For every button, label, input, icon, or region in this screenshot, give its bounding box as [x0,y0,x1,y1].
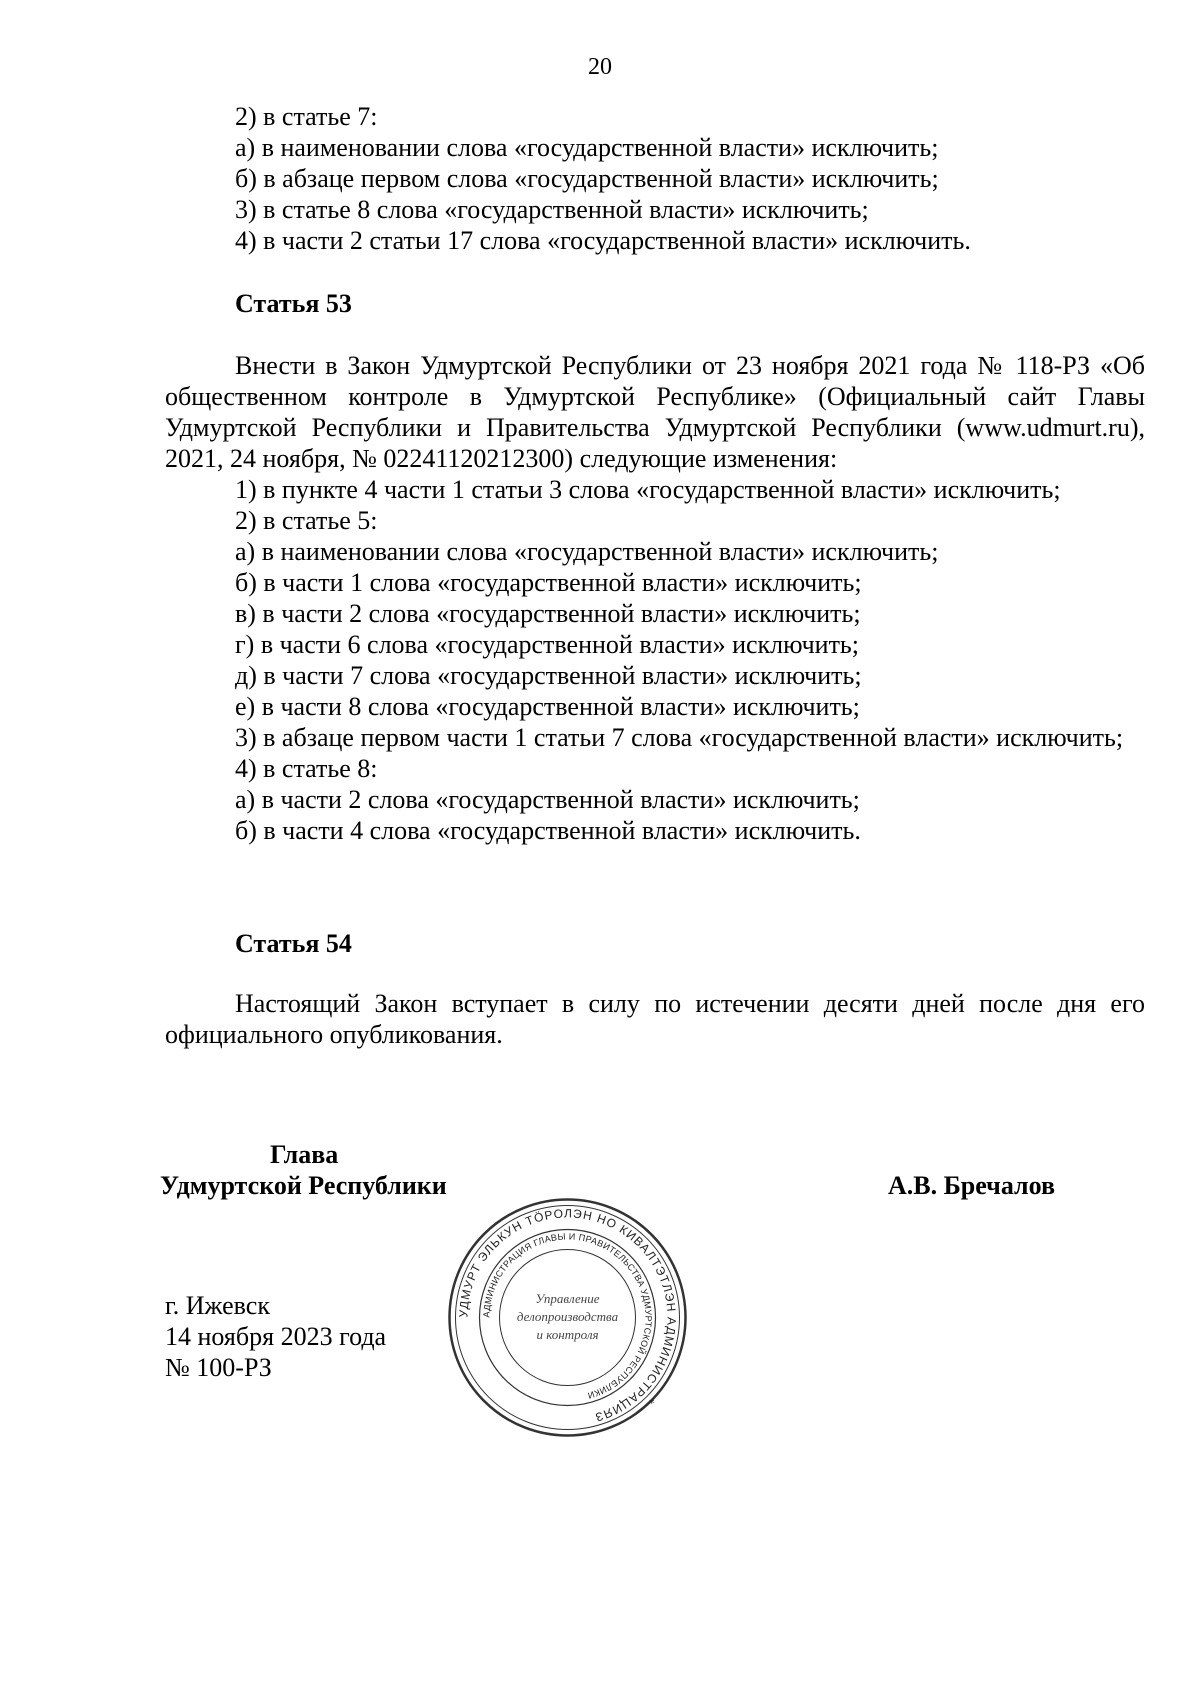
list-item: б) в части 4 слова «государственной власти» исключить. [235,816,861,845]
place-of-signing: г. Ижевск [165,1291,270,1320]
list-item: б) в абзаце первом слова «государственной власти» исключить; [235,164,939,193]
seal-star-icon: * [649,1397,655,1410]
list-item: 4) в части 2 статьи 17 слова «государственной власти» исключить. [235,226,971,255]
seal-outer-text: УДМУРТ ЭЛЬКУН ТӦРОЛЭН НО КИВАЛТЭТЛЭН АДМИНИСТРАЦИЯЗ [456,1206,679,1425]
list-item: 3) в абзаце первом части 1 статьи 7 слова «государственной власти» исключить; [235,723,1124,752]
article-53-heading: Статья 53 [235,289,352,318]
seal-center-line: Управление [535,1291,600,1306]
official-seal [445,1195,690,1440]
seal-inner-text: АДМИНИСТРАЦИЯ ГЛАВЫ И ПРАВИТЕЛЬСТВА УДМУРТСКОЙ РЕСПУБЛИКИ [481,1231,654,1401]
article-54-heading: Статья 54 [235,929,352,958]
signature-title-line2: Удмуртской Республики [160,1171,447,1200]
law-number: № 100-РЗ [165,1353,272,1382]
list-item: 2) в статье 7: [235,102,378,131]
list-item: 2) в статье 5: [235,506,378,535]
article-53-body [165,350,1145,846]
list-item: а) в наименовании слова «государственной власти» исключить; [235,133,939,162]
article-54-body [165,988,1145,1050]
list-item: в) в части 2 слова «государственной власти» исключить; [235,599,861,628]
seal-center-line: делопроизводства [516,1309,619,1324]
article-54-text: Настоящий Закон вступает в силу по истечении десяти дней после дня его официального опубликования. [165,989,1145,1049]
signature-title-line1: Глава [270,1140,339,1169]
signatory-name: А.В. Бречалов [888,1171,1056,1200]
list-item: а) в наименовании слова «государственной власти» исключить; [235,537,939,566]
list-item: е) в части 8 слова «государственной власти» исключить; [235,692,860,721]
list-item: а) в части 2 слова «государственной власти» исключить; [235,785,860,814]
list-item: 3) в статье 8 слова «государственной власти» исключить; [235,195,869,224]
list-item: г) в части 6 слова «государственной власти» исключить; [235,630,860,659]
list-item: б) в части 1 слова «государственной власти» исключить; [235,568,862,597]
article-53-intro: Внести в Закон Удмуртской Республики от 23 ноября 2021 года № 118-РЗ «Об общественном контроле в Удмуртской Республике» (Официальный сайт Главы Удмуртской Республики и Правительства Удмуртской Республики (www.udmurt.ru), 2021, 24 ноября, № 02241120212300) следующие изменения: [165,351,1145,473]
page-number: 20 [588,54,612,80]
amendments-list-continued [165,101,1145,256]
date-of-signing: 14 ноября 2023 года [165,1322,387,1351]
list-item: д) в части 7 слова «государственной власти» исключить; [235,661,862,690]
list-item: 1) в пункте 4 части 1 статьи 3 слова «государственной власти» исключить; [235,475,1061,504]
seal-center-line: и контроля [536,1327,599,1342]
list-item: 4) в статье 8: [235,754,378,783]
